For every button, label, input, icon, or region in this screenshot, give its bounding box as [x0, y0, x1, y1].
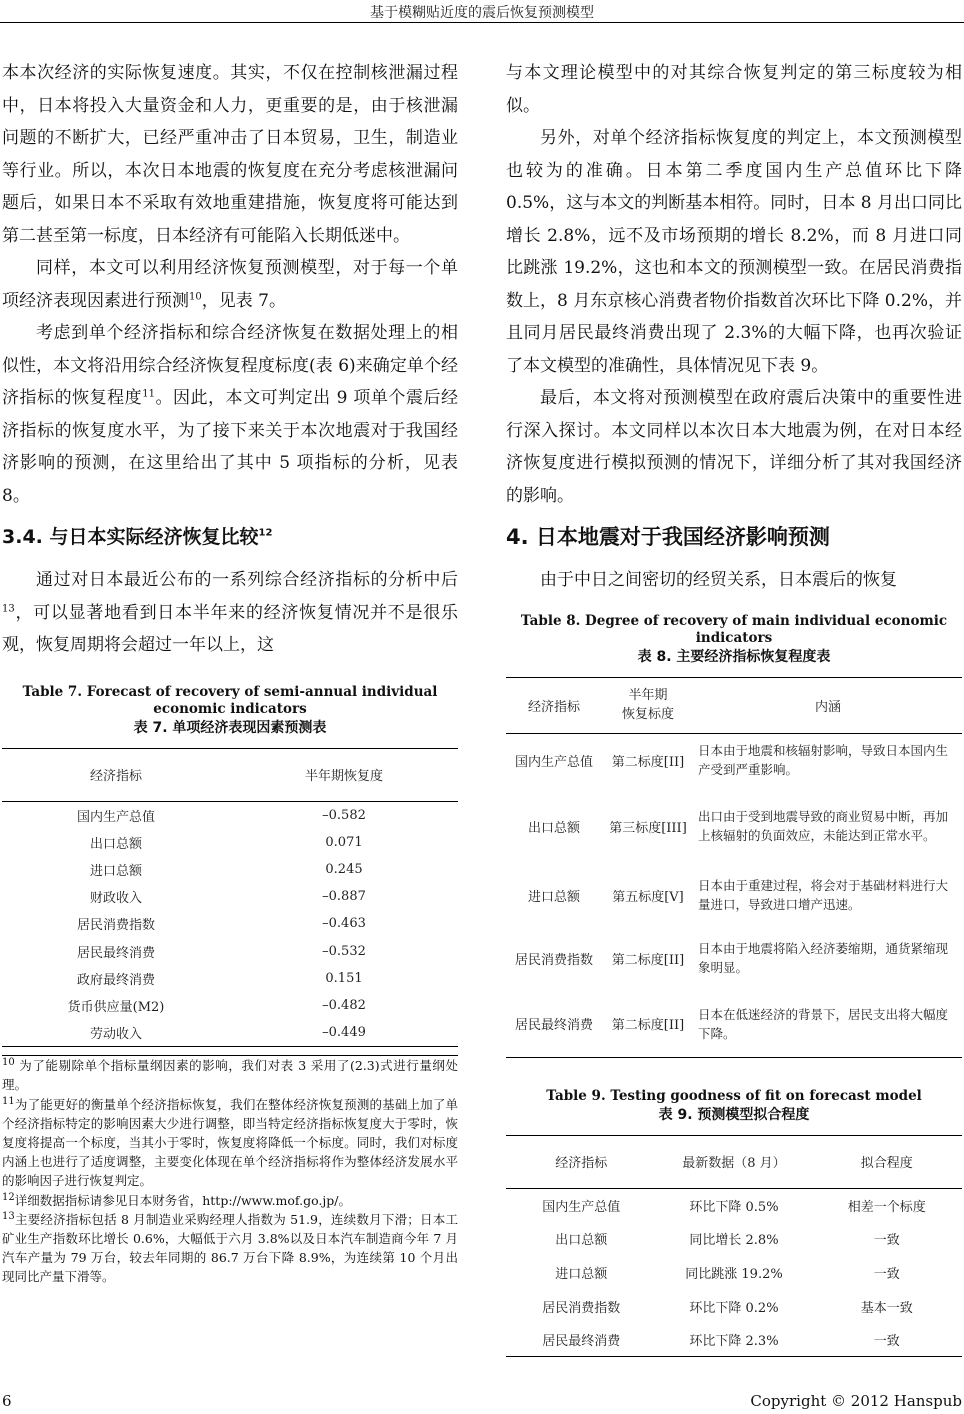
cell-indicator: 劳动收入	[2, 1019, 230, 1047]
table7-caption-en: Table 7. Forecast of recovery of semi-annual individual economic indicators	[22, 683, 438, 717]
para3-text-b: 。因此，本文可判定出 9 项单个震后经济指标的恢复度水平，为了接下来关于本次地震对于我国经济影响的预测，在这里给出了其中 5 项指标的分析，见表 8。	[2, 388, 459, 506]
right-paragraph-3: 最后，本文将对预测模型在政府震后决策中的重要性进行深入探讨。本文同样以本次日本大地震为例，在对日本经济恢复度进行模拟预测的情况下，详细分析了其对我国经济的影响。	[506, 388, 962, 506]
table-row	[2, 829, 458, 856]
cell-level: 第二标度[II]	[611, 952, 685, 968]
para4-text-b: ，可以显著地看到日本半年来的经济恢复情况并不是很乐观，恢复周期将会超过一年以上，这	[2, 602, 458, 655]
para2-tail: ，见表 7。	[201, 290, 286, 311]
left-column	[2, 57, 458, 1287]
footnote-text: 为了能剔除单个指标量纲因素的影响，我们对表 3 采用了(2.3)式进行量纲处理。	[2, 1058, 458, 1093]
table-row	[506, 865, 962, 925]
cell-latest: 同比增长 2.8%	[689, 1233, 779, 1249]
section-3-4-heading	[2, 522, 458, 552]
table-row	[2, 992, 458, 1019]
footnote-11	[2, 1095, 458, 1191]
cell-value: 0.245	[325, 861, 363, 877]
cell-value: –0.449	[230, 1019, 458, 1047]
table8-header-indicator: 经济指标	[506, 677, 602, 733]
cell-indicator: 进口总额	[555, 1266, 608, 1282]
cell-desc: 日本由于地震将陷入经济萎缩期，通货紧缩现象明显。	[698, 941, 949, 975]
copyright: Copyright © 2012 Hanspub	[750, 1392, 962, 1410]
footnote-number: 10	[2, 1057, 15, 1069]
table8-caption-zh: 表 8. 主要经济指标恢复程度表	[637, 648, 831, 665]
left-paragraph-3	[2, 317, 458, 512]
cell-indicator: 国内生产总值	[542, 1199, 621, 1215]
cell-value: –0.463	[322, 916, 366, 932]
cell-indicator: 政府最终消费	[76, 972, 155, 988]
cell-level: 第二标度[II]	[602, 991, 694, 1057]
cell-fit: 一致	[873, 1266, 900, 1282]
cell-indicator: 居民最终消费	[76, 945, 155, 961]
table-row	[506, 925, 962, 991]
para4-text-a: 通过对日本最近公布的一系列综合经济指标的分析中后	[36, 570, 458, 590]
table9-header-fit: 拟合程度	[812, 1135, 963, 1188]
table7-header-indicator: 经济指标	[2, 748, 230, 801]
cell-latest: 同比跳涨 19.2%	[685, 1266, 783, 1282]
table9-caption-zh: 表 9. 预测模型拟合程度	[658, 1106, 810, 1123]
cell-indicator: 出口总额	[89, 836, 142, 852]
table7	[2, 748, 458, 1048]
cell-latest: 环比下降 2.3%	[656, 1323, 811, 1357]
page-number: 6	[2, 1392, 12, 1410]
running-header: 基于模糊贴近度的震后恢复预测模型	[370, 5, 594, 21]
cell-value: –0.482	[322, 997, 366, 1013]
right-paragraph-4: 由于中日之间密切的经贸关系，日本震后的恢复	[540, 570, 897, 590]
cell-indicator: 居民消费指数	[514, 952, 593, 968]
table9-header-indicator: 经济指标	[506, 1135, 656, 1188]
cell-fit: 基本一致	[860, 1300, 913, 1316]
right-paragraph-1: 与本文理论模型中的对其综合恢复判定的第三标度较为相似。	[506, 63, 962, 116]
cell-indicator: 出口总额	[527, 820, 580, 836]
footnote-number: 11	[2, 1095, 15, 1107]
cell-fit: 一致	[812, 1323, 963, 1357]
para3-text-a: 考虑到单个经济指标和综合经济恢复在数据处理上的相似性，本文将沿用综合经济恢复程度标度(表 6)来确定单个经济指标的恢复程度	[2, 323, 458, 408]
table-row	[2, 1019, 458, 1047]
cell-indicator: 居民最终消费	[506, 1323, 656, 1357]
cell-indicator: 国内生产总值	[514, 754, 593, 770]
footnote-text: 主要经济指标包括 8 月制造业采购经理人指数为 51.9，连续数月下滑；日本工矿业生产指数环比增长 0.6%，大幅低于六月 3.8%以及日本汽车制造商今年 7 月汽车产量为 79 万台，较去年同期的 86.7 万台下降 8.9%，为连续第 10 个月出现同比产量下滑等。	[2, 1211, 458, 1285]
table8	[506, 677, 962, 1058]
footnote-13	[2, 1210, 458, 1287]
section-3-4-title: 3.4. 与日本实际经济恢复比较	[2, 526, 259, 548]
footnote-number: 12	[2, 1191, 15, 1203]
left-paragraph-4	[2, 564, 458, 662]
cell-indicator: 出口总额	[555, 1233, 608, 1249]
table-row	[506, 1323, 962, 1357]
cell-indicator: 进口总额	[89, 863, 142, 879]
table9-header-latest: 最新数据（8 月）	[656, 1135, 811, 1188]
left-paragraph-1: 本本次经济的实际恢复速度。其实，不仅在控制核泄漏过程中，日本将投入大量资金和人力，更重要的是，由于核泄漏问题的不断扩大，已经严重冲击了日本贸易，卫生，制造业等行业。所以，本次日本地震的恢复度在充分考虑核泄漏问题后，如果日本不采取有效地重建措施，恢复度将可能达到第二甚至第一标度，日本经济有可能陷入长期低迷中。	[2, 63, 458, 246]
cell-latest: 环比下降 0.5%	[689, 1199, 779, 1215]
header-rule	[0, 22, 964, 23]
table-row	[506, 991, 962, 1057]
table8-caption-en: Table 8. Degree of recovery of main individual economic indicators	[520, 612, 948, 646]
para2-text: 同样，本文可以利用经济恢复预测模型，对于每一个单项经济表现因素进行预测	[2, 258, 458, 311]
cell-desc: 日本由于地震和核辐射影响，导致日本国内生产受到严重影响。	[698, 743, 949, 778]
cell-indicator: 进口总额	[527, 889, 580, 905]
footnote-text: 为了能更好的衡量单个经济指标恢复，我们在整体经济恢复预测的基础上加了单个经济指标特定的影响因素大少进行调整，即当特定经济指标恢复度大于零时，恢复度将提高一个标度，当其小于零时，恢复度将降低一个标度。同时，我们对标度内涵上也进行了适度调整，主要变化体现在单个经济指标将作为整体经济发展水平的影响因子进行恢复判定。	[2, 1096, 458, 1189]
cell-fit: 一致	[873, 1233, 900, 1249]
cell-value: –0.532	[322, 943, 366, 959]
cell-level: 第三标度[III]	[609, 820, 687, 836]
cell-indicator: 居民消费指数	[542, 1300, 621, 1316]
footnote-10	[2, 1056, 458, 1094]
cell-desc: 日本在低迷经济的背景下，居民支出将大幅度下降。	[694, 991, 962, 1057]
right-paragraph-2: 另外，对单个经济指标恢复度的判定上，本文预测模型也较为的准确。日本第二季度国内生产总值环比下降 0.5%，这与本文的判断基本相符。同时，日本 8 月出口同比增长 2.8%，远不及市场预期的增长 8.2%，而 8 月进口同比跳涨 19.2%，这也和本文的预测模型一致。在居民消费指数上，8 月东京核心消费者物价指数首次环比下降 0.2%，并且同月居民最终消费出现了 2.3%的大幅下降，也再次验证了本文模型的准确性，具体情况见下表 9。	[506, 128, 962, 376]
cell-value: 0.151	[325, 970, 363, 986]
cell-indicator: 货币供应量(M2)	[67, 999, 165, 1015]
cell-value: –0.887	[322, 889, 366, 905]
cell-indicator: 居民消费指数	[76, 918, 155, 934]
table7-header-recovery: 半年期恢复度	[230, 748, 458, 801]
footnote-12	[2, 1191, 458, 1210]
right-column	[506, 57, 962, 1357]
footnote-ref-10[interactable]: 10	[189, 290, 202, 302]
cell-value: 0.071	[325, 834, 363, 850]
left-paragraph-2	[2, 252, 458, 317]
table7-caption-zh: 表 7. 单项经济表现因素预测表	[133, 719, 327, 736]
table-row	[2, 910, 458, 937]
cell-indicator: 国内生产总值	[76, 809, 155, 825]
table8-header-level: 半年期 恢复标度	[602, 677, 694, 733]
table-row	[506, 1289, 962, 1323]
cell-desc: 日本由于重建过程，将会对于基础材料进行大量进口，导致进口增产迅速。	[698, 878, 949, 912]
table-row	[2, 883, 458, 910]
footnote-text: 详细数据指标请参见日本财务省，http://www.mof.go.jp/。	[14, 1192, 351, 1208]
footnote-number: 13	[2, 1210, 15, 1222]
footnote-ref-13[interactable]: 13	[2, 602, 15, 614]
section-4-heading: 4. 日本地震对于我国经济影响预测	[506, 525, 830, 549]
table-row	[506, 733, 962, 787]
cell-level: 第五标度[V]	[612, 889, 684, 905]
table-row	[2, 937, 458, 964]
table9-caption-en: Table 9. Testing goodness of fit on forecast model	[546, 1087, 922, 1104]
table-row	[506, 1222, 962, 1256]
footnote-ref-11[interactable]: 11	[142, 388, 155, 400]
cell-desc: 出口由于受到地震导致的商业贸易中断，再加上核辐射的负面效应，未能达到正常水平。	[698, 809, 949, 843]
table-row	[506, 1188, 962, 1222]
cell-latest: 环比下降 0.2%	[689, 1300, 779, 1316]
footnote-ref-12[interactable]: 12	[258, 527, 273, 539]
table-row	[2, 965, 458, 992]
cell-fit: 相差一个标度	[847, 1199, 926, 1215]
table-row	[2, 801, 458, 829]
cell-level: 第二标度[II]	[611, 754, 685, 770]
cell-indicator: 财政收入	[89, 891, 142, 907]
table8-header-desc: 内涵	[694, 677, 962, 733]
table-row	[2, 856, 458, 883]
cell-indicator: 居民最终消费	[506, 991, 602, 1057]
cell-value: –0.582	[322, 807, 366, 823]
footnotes	[2, 1055, 458, 1286]
table-row	[506, 1256, 962, 1290]
table-row	[506, 787, 962, 865]
table9	[506, 1135, 962, 1358]
